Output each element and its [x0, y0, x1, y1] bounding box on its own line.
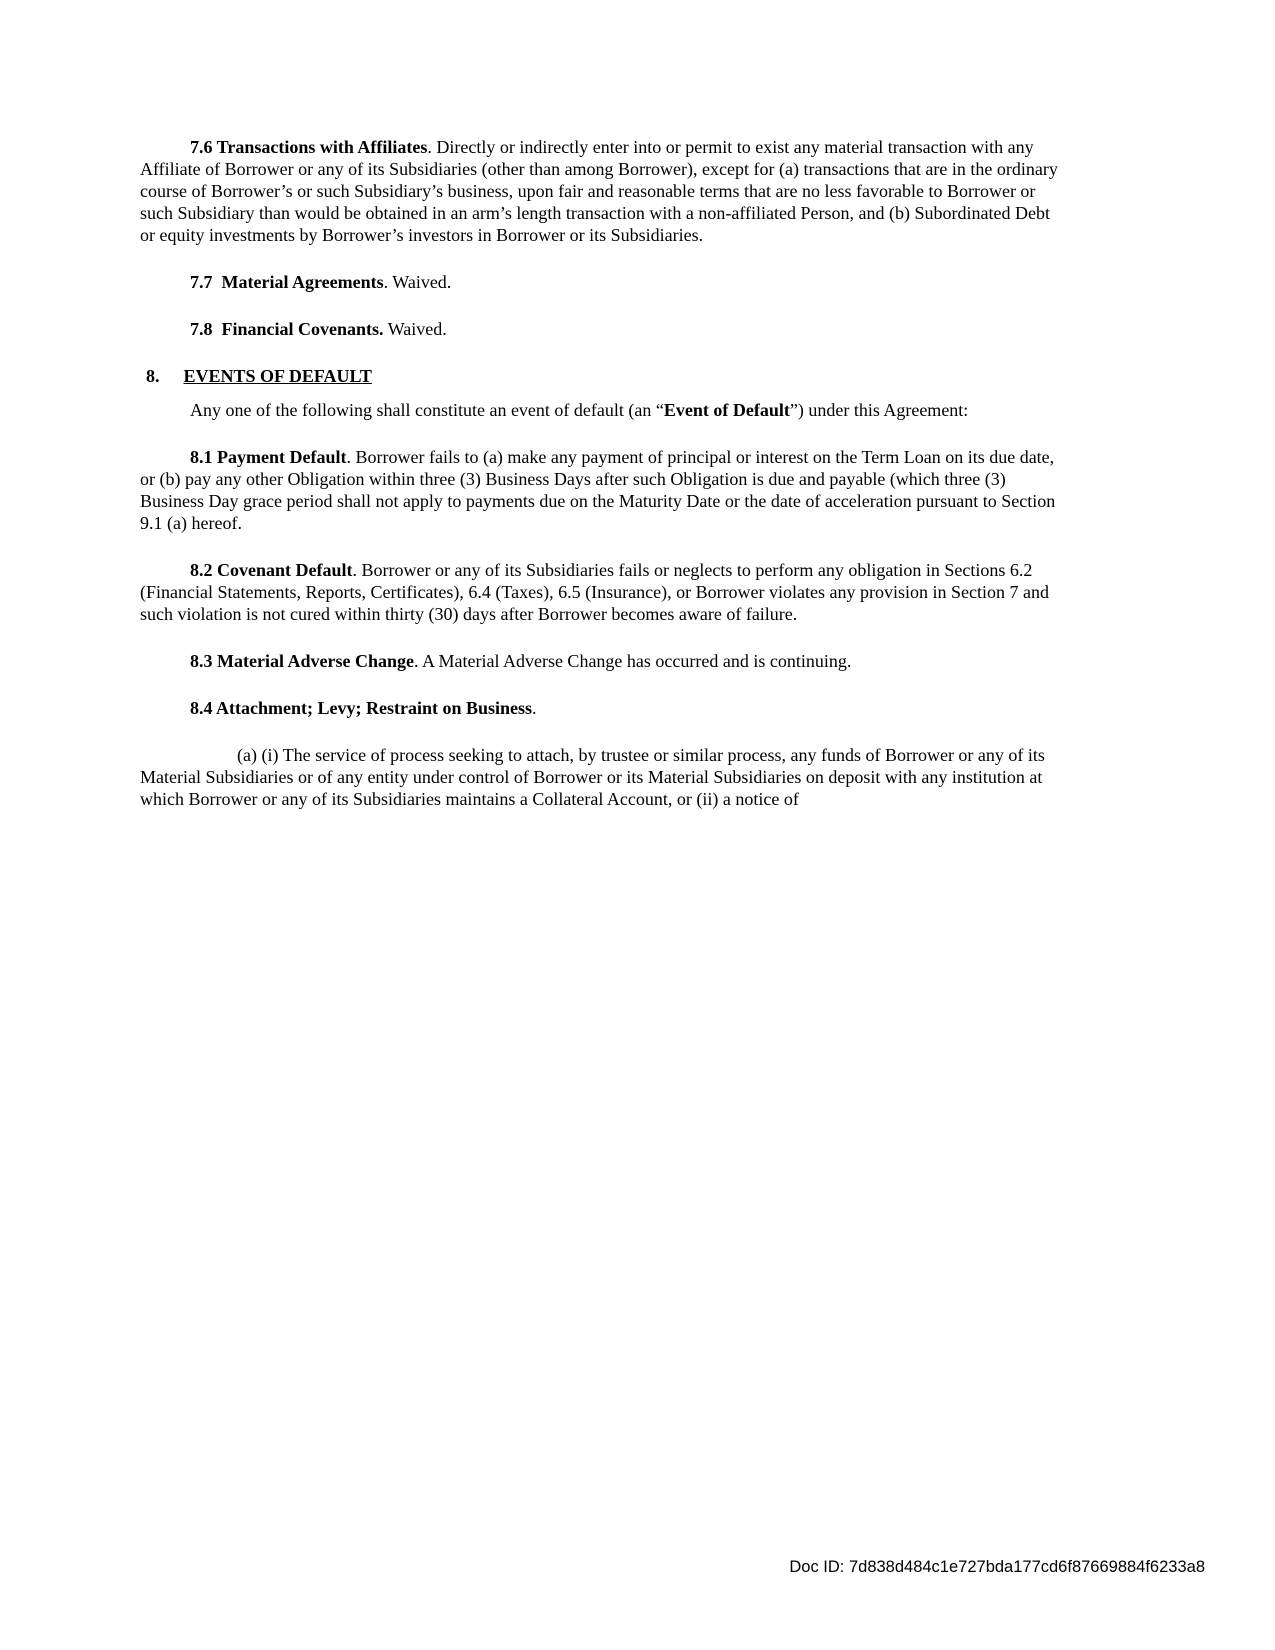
- doc-id-footer: Doc ID: 7d838d484c1e727bda177cd6f87669884f6233a8: [789, 1558, 1205, 1576]
- text-run: 7.7 Material Agreements: [190, 272, 384, 292]
- text-run: . A Material Adverse Change has occurred and is continuing.: [413, 651, 852, 671]
- para-8-4: [140, 697, 1066, 719]
- section-title: EVENTS OF DEFAULT: [183, 366, 372, 386]
- text-run: Any one of the following shall constitute an event of default (an “: [190, 400, 664, 420]
- text-run: 7.6 Transactions with Affiliates: [190, 137, 428, 157]
- para-7-7: [140, 271, 1066, 293]
- text-run: 7.8 Financial Covenants.: [190, 319, 384, 339]
- para-8-4-a: [140, 744, 1066, 810]
- text-run: 8.1 Payment Default: [190, 447, 347, 467]
- text-run: . Directly or indirectly enter into or permit to exist any material transaction with any Affiliate of Borrower or any of its Subsidiaries (other than among Borrower), except for (a) transactions that are in the ordinary course of Borrower’s or such Subsidiary’s business, upon fair and reasonable terms that are no less favorable to Borrower or such Subsidiary than would be obtained in an arm’s length transaction with a non-affiliated Person, and (b) Subordinated Debt or equity investments by Borrower’s investors in Borrower or its Subsidiaries.: [140, 137, 1058, 245]
- text-run: . Borrower fails to (a) make any payment of principal or interest on the Term Loan on its due date, or (b) pay any other Obligation within three (3) Business Days after such Obligation is due and payable (which three (3) Business Day grace period shall not apply to payments due on the Maturity Date or the date of acceleration pursuant to Section 9.1 (a) hereof.: [140, 447, 1056, 533]
- section-number: 8.: [146, 366, 160, 386]
- text-run: Waived.: [383, 319, 447, 339]
- para-7-6: [140, 136, 1066, 246]
- text-run: 8.4 Attachment; Levy; Restraint on Business: [190, 698, 532, 718]
- text-run: 8.3 Material Adverse Change: [190, 651, 414, 671]
- heading-section-8: [140, 365, 1066, 387]
- text-run: . Waived.: [383, 272, 452, 292]
- para-7-8: [140, 318, 1066, 340]
- text-run: ”) under this Agreement:: [789, 400, 969, 420]
- text-run: 8.2 Covenant Default: [190, 560, 353, 580]
- text-run: (a) (i) The service of process seeking to attach, by trustee or similar process, any funds of Borrower or any of its Material Subsidiaries or of any entity under control of Borrower or its Material Subsidiaries on deposit with any institution at which Borrower or any of its Subsidiaries maintains a Collateral Account, or (ii) a notice of: [140, 745, 1045, 809]
- text-run: .: [532, 698, 537, 718]
- document-body: [140, 136, 1066, 835]
- para-8-1: [140, 446, 1066, 534]
- para-8-2: [140, 559, 1066, 625]
- text-run: Event of Default: [663, 400, 790, 420]
- para-8-intro: [140, 399, 1066, 421]
- para-8-3: [140, 650, 1066, 672]
- text-run: . Borrower or any of its Subsidiaries fails or neglects to perform any obligation in Sections 6.2 (Financial Statements, Reports, Certificates), 6.4 (Taxes), 6.5 (Insurance), or Borrower violates any provision in Section 7 and such violation is not cured within thirty (30) days after Borrower becomes aware of failure.: [140, 560, 1049, 624]
